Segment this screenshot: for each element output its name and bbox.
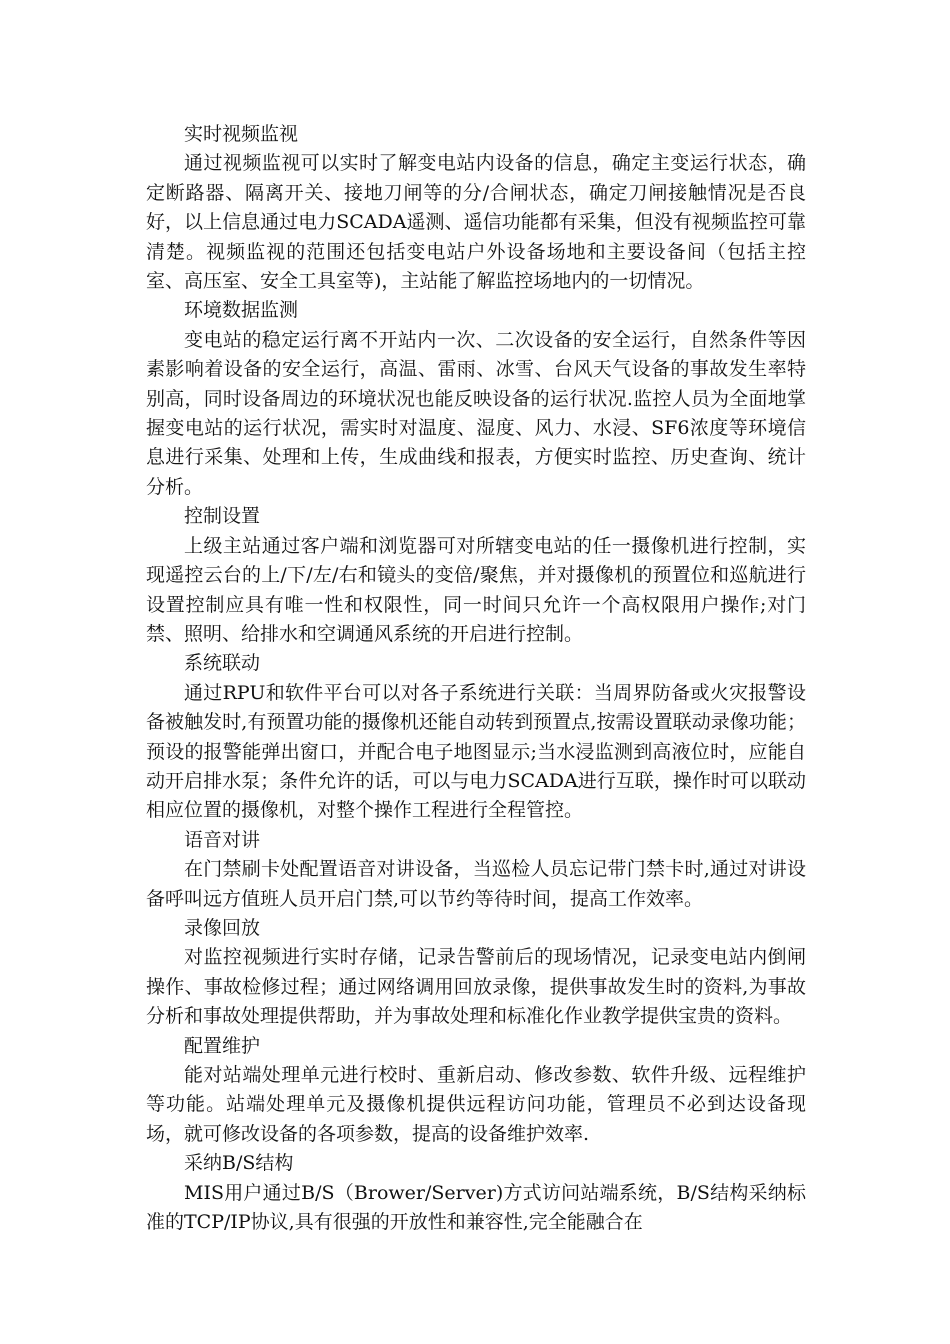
section-heading: 系统联动 [184,652,261,675]
section-bs-architecture [146,1149,806,1237]
section-heading: 录像回放 [184,916,261,939]
section-video-playback [146,914,806,1032]
section-heading: 实时视频监视 [184,123,299,145]
section-environment-monitoring [146,296,806,502]
section-voice-intercom [146,826,806,914]
section-heading: 控制设置 [184,505,261,528]
section-config-maintenance [146,1032,806,1150]
section-paragraph: MIS用户通过B/S（Brower/Server)方式访问站端系统，B/S结构采纳标准的TCP/IP协议,具有很强的开放性和兼容性,完全能融合在 [146,1181,806,1234]
section-system-linkage [146,649,806,825]
section-paragraph: 变电站的稳定运行离不开站内一次、二次设备的安全运行，自然条件等因素影响着设备的安全运行，高温、雷雨、冰雪、台风天气设备的事故发生率特别高，同时设备周边的环境状况也能反映设备的运行状况.监控人员为全面地掌握变电站的运行状况，需实时对温度、湿度、风力、水浸、SF6浓度等环境信息进行采集、处理和上传，生成曲线和报表，方便实时监控、历史查询、统计分析。 [146,328,806,498]
document-body [146,120,806,1237]
section-heading: 环境数据监测 [184,299,299,322]
section-heading: 采纳B/S结构 [184,1152,294,1175]
section-paragraph: 能对站端处理单元进行校时、重新启动、修改参数、软件升级、远程维护等功能。站端处理单元及摄像机提供远程访问功能，管理员不必到达设备现场，就可修改设备的各项参数，提高的设备维护效率. [146,1064,806,1145]
section-control-settings [146,502,806,649]
section-paragraph: 通过视频监视可以实时了解变电站内设备的信息，确定主变运行状态，确定断路器、隔离开关、接地刀闸等的分/合闸状态，确定刀闸接触情况是否良好，以上信息通过电力SCADA遥测、遥信功能都有采集，但没有视频监控可靠清楚。视频监视的范围还包括变电站户外设备场地和主要设备间（包括主控室、高压室、安全工具室等)，主站能了解监控场地内的一切情况。 [146,152,806,293]
section-paragraph: 通过RPU和软件平台可以对各子系统进行关联：当周界防备或火灾报警设备被触发时,有预置功能的摄像机还能自动转到预置点,按需设置联动录像功能；预设的报警能弹出窗口，并配合电子地图显示;当水浸监测到高液位时，应能自动开启排水泵；条件允许的话，可以与电力SCADA进行互联，操作时可以联动相应位置的摄像机，对整个操作工程进行全程管控。 [146,681,806,822]
section-heading: 配置维护 [184,1034,261,1057]
section-paragraph: 上级主站通过客户端和浏览器可对所辖变电站的任一摄像机进行控制，实现遥控云台的上/下/左/右和镜头的变倍/聚焦，并对摄像机的预置位和巡航进行设置控制应具有唯一性和权限性，同一时间只允许一个高权限用户操作;对门禁、照明、给排水和空调通风系统的开启进行控制。 [146,534,806,645]
section-realtime-video [146,120,806,296]
section-paragraph: 在门禁刷卡处配置语音对讲设备，当巡检人员忘记带门禁卡时,通过对讲设备呼叫远方值班人员开启门禁,可以节约等待时间，提高工作效率。 [146,858,806,910]
section-heading: 语音对讲 [184,828,261,851]
section-paragraph: 对监控视频进行实时存储，记录告警前后的现场情况，记录变电站内倒闸操作、事故检修过程；通过网络调用回放录像，提供事故发生时的资料,为事故分析和事故处理提供帮助，并为事故处理和标准化作业教学提供宝贵的资料。 [146,946,806,1028]
